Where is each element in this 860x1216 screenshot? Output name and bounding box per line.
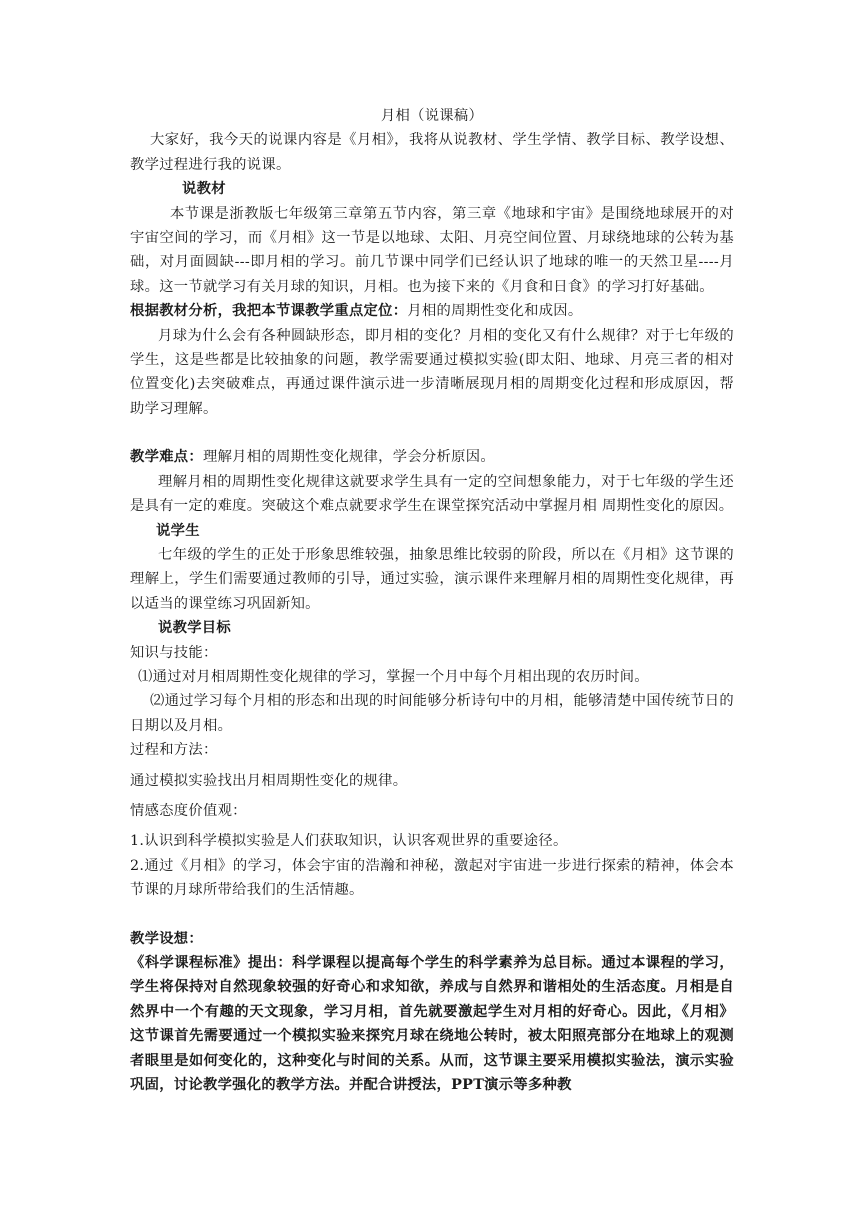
key-point-line	[130, 299, 734, 323]
blank-line	[130, 421, 734, 445]
textbook-paragraph-2: 月球为什么会有各种圆缺形态，即月相的变化？月相的变化又有什么规律？对于七年级的学生，这是些都是比较抽象的问题，教学需要通过模拟实验(即太阳、地球、月亮三者的相对位置变化)去突破难点，再通过课件演示进一步清晰展现月相的周期变化过程和形成原因，帮助学习理解。	[130, 327, 734, 417]
textbook-paragraph-1: 本节课是浙教版七年级第三章第五节内容，第三章《地球和宇宙》是围绕地球展开的对宇宙空间的学习，而《月相》这一节是以地球、太阳、月亮空间位置、月球绕地球的公转为基础，对月面圆缺---即月相的学习。前几节课中同学们已经认识了地球的唯一的天然卫星----月球。这一节就学习有关月球的知识，月相。也为接下来的《月食和日食》的学习打好基础。	[130, 205, 734, 295]
design-paragraph: 《科学课程标准》提出：科学课程以提高每个学生的科学素养为总目标。通过本课程的学习，学生将保持对自然现象较强的好奇心和求知欲，养成与自然界和谐相处的生活态度。月相是自然界中一个有趣的天文现象，学习月相，首先就要激起学生对月相的好奇心。因此，《月相》这节课首先需要通过一个模拟实验来探究月球在绕地公转时，被太阳照亮部分在地球上的观测者眼里是如何变化的，这种变化与时间的关系。从而，这节课主要采用模拟实验法，演示实验巩固，讨论教学强化的教学方法。并配合讲授法，PPT演示等多种教	[130, 955, 734, 1094]
heading-design: 教学设想：	[130, 930, 203, 947]
document-title: 月相（说课稿）	[380, 108, 484, 124]
knowledge-label: 知识与技能：	[130, 644, 218, 661]
difficulty-label: 教学难点：	[130, 449, 203, 466]
knowledge-item-2: ⑵通过学习每个月相的形态和出现的时间能够分析诗句中的月相，能够清楚中国传统节日的日期以及月相。	[130, 693, 734, 734]
intro-paragraph: 大家好，我今天的说课内容是《月相》，我将从说教材、学生学情、教学目标、教学设想、教学过程进行我的说课。	[130, 132, 734, 173]
difficulty-text: 理解月相的周期性变化规律，学会分析原因。	[202, 449, 495, 466]
document-body	[130, 104, 734, 1097]
process-label: 过程和方法：	[130, 742, 218, 759]
textbook-paragraph-3: 理解月相的周期性变化规律这就要求学生具有一定的空间想象能力，对于七年级的学生还是具有一定的难度。突破这个难点就要求学生在课堂探究活动中掌握月相 周期性变化的原因。	[130, 473, 734, 515]
heading-students: 说学生	[156, 522, 200, 539]
process-text: 通过模拟实验找出月相周期性变化的规律。	[130, 772, 408, 789]
heading-objectives: 说教学目标	[158, 620, 231, 637]
heading-textbook: 说教材	[182, 181, 226, 198]
attitude-item-1: 1.认识到科学模拟实验是人们获取知识，认识客观世界的重要途径。	[130, 833, 568, 850]
attitude-label: 情感态度价值观：	[130, 802, 247, 819]
knowledge-item-1: ⑴通过对月相周期性变化规律的学习，掌握一个月中每个月相出现的农历时间。	[138, 668, 649, 685]
key-point-text: 月相的周期性变化和成因。	[407, 303, 583, 320]
attitude-item-2: 2.通过《月相》的学习，体会宇宙的浩瀚和神秘，激起对宇宙进一步进行探索的精神，体会本节课的月球所带给我们的生活情趣。	[130, 857, 734, 899]
students-paragraph: 七年级的学生的正处于形象思维较强，抽象思维比较弱的阶段，所以在《月相》这节课的理解上，学生们需要通过教师的引导，通过实验，演示课件来理解月相的周期性变化规律，再以适当的课堂练习巩固新知。	[130, 546, 734, 612]
blank-line	[130, 903, 734, 927]
key-point-label: 根据教材分析，我把本节课教学重点定位：	[130, 303, 408, 320]
difficulty-line	[130, 445, 734, 469]
